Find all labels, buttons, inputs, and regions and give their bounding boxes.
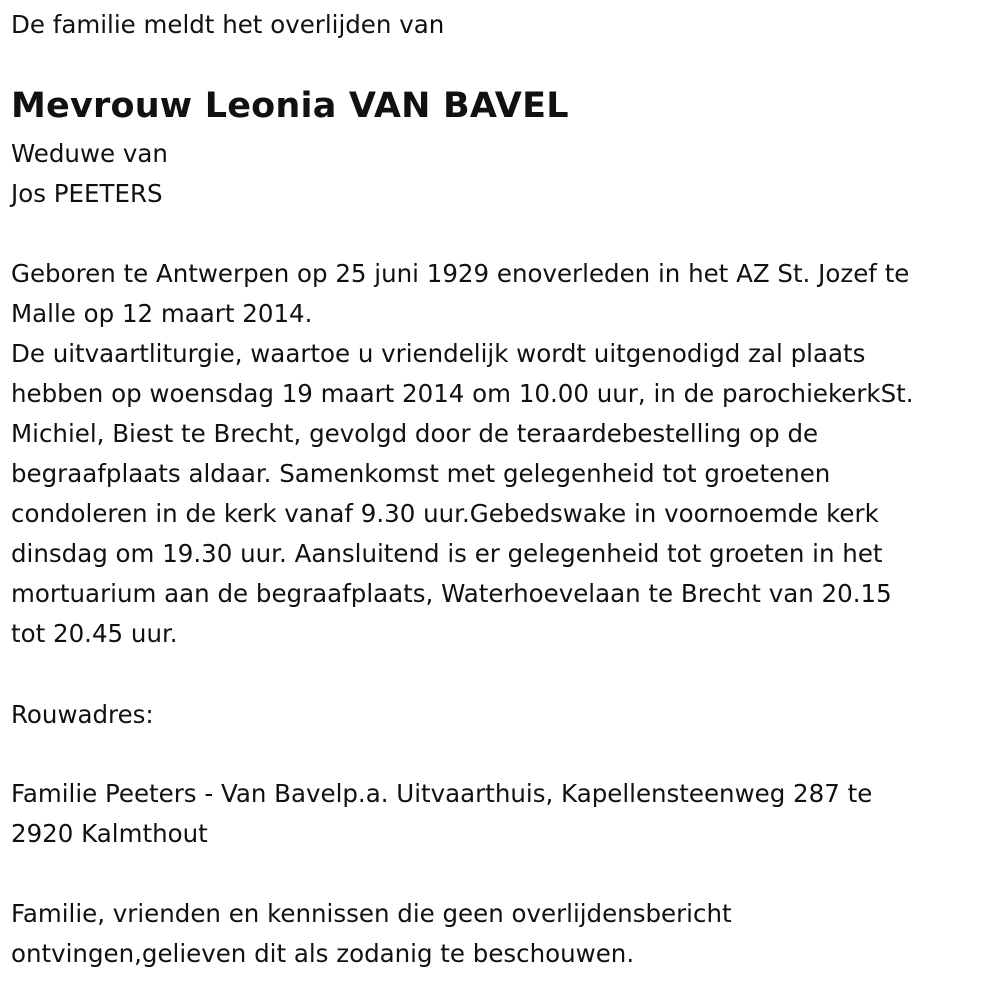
- address-line: 2920 Kalmthout: [11, 819, 208, 848]
- body-line: Malle op 12 maart 2014.: [11, 299, 313, 328]
- body-line: tot 20.45 uur.: [11, 619, 178, 648]
- mourning-address: [11, 774, 872, 854]
- widow-line: Weduwe van: [11, 139, 168, 168]
- spouse-name: Jos PEETERS: [11, 179, 163, 208]
- closing-line: Familie, vrienden en kennissen die geen overlijdensbericht: [11, 899, 732, 928]
- body-line: Michiel, Biest te Brecht, gevolgd door de teraardebestelling op de: [11, 419, 819, 448]
- closing-line: ontvingen,gelieven dit als zodanig te beschouwen.: [11, 939, 635, 968]
- body-line: begraafplaats aldaar. Samenkomst met gelegenheid tot groetenen: [11, 459, 831, 488]
- address-line: Familie Peeters - Van Bavelp.a. Uitvaarthuis, Kapellensteenweg 287 te: [11, 779, 873, 808]
- funeral-details: [11, 254, 986, 654]
- body-line: condoleren in de kerk vanaf 9.30 uur.Gebedswake in voornoemde kerk: [11, 499, 879, 528]
- body-line: hebben op woensdag 19 maart 2014 om 10.00 uur, in de parochiekerkSt.: [11, 379, 914, 408]
- closing-note: [11, 894, 732, 974]
- widow-info: [11, 134, 168, 214]
- body-line: De uitvaartliturgie, waartoe u vriendelijk wordt uitgenodigd zal plaats: [11, 339, 866, 368]
- intro-text: De familie meldt het overlijden van: [11, 10, 445, 39]
- body-line: Geboren te Antwerpen op 25 juni 1929 enoverleden in het AZ St. Jozef te: [11, 259, 910, 288]
- body-line: dinsdag om 19.30 uur. Aansluitend is er gelegenheid tot groeten in het: [11, 539, 883, 568]
- deceased-name: Mevrouw Leonia VAN BAVEL: [11, 86, 569, 126]
- address-label: Rouwadres:: [11, 700, 154, 729]
- body-line: mortuarium aan de begraafplaats, Waterhoevelaan te Brecht van 20.15: [11, 579, 892, 608]
